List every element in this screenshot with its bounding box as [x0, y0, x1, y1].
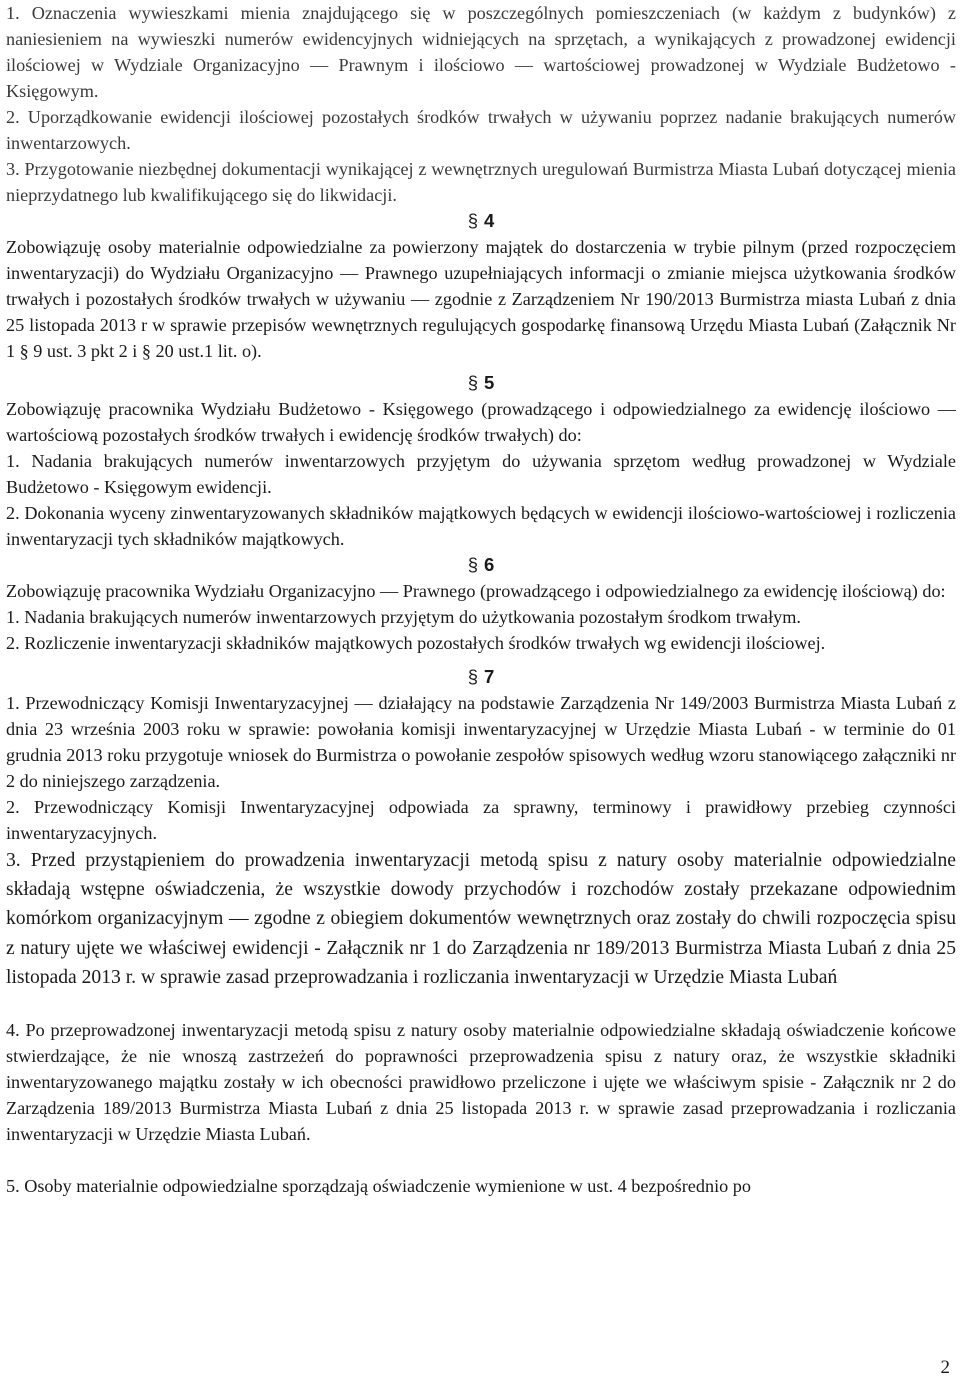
section-6-item-1: 1. Nadania brakujących numerów inwentarzowych przyjętym do użytkowania pozostałym środkom trwałym. [6, 607, 801, 627]
section-6-item-2: 2. Rozliczenie inwentaryzacji składników majątkowych pozostałych środków trwałych wg ewidencji ilościowej. [6, 633, 826, 653]
section-5-heading [6, 370, 956, 396]
section-7-item-3: 3. Przed przystąpieniem do prowadzenia inwentaryzacji metodą spisu z natury osoby materialnie odpowiedzialne składają wstępne oświadczenia, że wszystkie dowody przychodów i rozchodów zostały przekazane odpowiednim komórkom organizacyjnym ― zgodne z obiegiem dokumentów wewnętrznych oraz zostały do chwili rozpoczęcia spisu z natury ujęte we właściwej ewidencji - Załącznik nr 1 do Zarządzenia nr 189/2013 Burmistrza Miasta Lubań z dnia 25 listopada 2013 r. w sprawie zasad przeprowadzania i rozliczania inwentaryzacji w Urzędzie Miasta Lubań [6, 850, 956, 988]
page-number: 2 [940, 1357, 950, 1378]
section-7-item-1: 1. Przewodniczący Komisji Inwentaryzacyjnej ― działający na podstawie Zarządzenia Nr 149/2003 Burmistrza Miasta Lubań z dnia 23 września 2003 roku w sprawie: powołania komisji inwentaryzacyjnej w Urzędzie Miasta Lubań - w terminie do 01 grudnia 2013 roku przygotuje wniosek do Burmistrza o powołanie zespołów spisowych według wzoru stanowiącego załączniki nr 2 do niniejszego zarządzenia. [6, 693, 956, 791]
section-number: 6 [484, 554, 495, 575]
section-4-heading [6, 208, 956, 234]
section-symbol: § [467, 372, 478, 393]
document-page [6, 0, 956, 1199]
section-7-item-2: 2. Przewodniczący Komisji Inwentaryzacyjnej odpowiada za sprawny, terminowy i prawidłowy przebieg czynności inwentaryzacyjnych. [6, 797, 956, 843]
section-7-item-4: 4. Po przeprowadzonej inwentaryzacji metodą spisu z natury osoby materialnie odpowiedzialne składają oświadczenie końcowe stwierdzające, że nie wnoszą zastrzeżeń do poprawności przeprowadzenia spisu z natury oraz, że wszystkie składniki inwentaryzowanego majątku zostały w ich obecności prawidłowo przeliczone i ujęte we właściwym spisie - Załącznik nr 2 do Zarządzenia 189/2013 Burmistrza Miasta Lubań z dnia 25 listopada 2013 r. w sprawie zasad przeprowadzania i rozliczania inwentaryzacji w Urzędzie Miasta Lubań. [6, 1020, 956, 1145]
section-7-heading [6, 664, 956, 690]
intro-item-1: 1. Oznaczenia wywieszkami mienia znajdującego się w poszczególnych pomieszczeniach (w każdym z budynków) z naniesieniem na wywieszki numerów ewidencyjnych widniejących na sprzętach, a wynikających z prowadzonej ewidencji ilościowej w Wydziale Organizacyjno ― Prawnym i ilościowo ― wartościowej prowadzonej w Wydziale Budżetowo - Księgowym. [6, 3, 956, 101]
section-6-intro: Zobowiązuję pracownika Wydziału Organizacyjno ― Prawnego (prowadzącego i odpowiedzialnego za ewidencję ilościową) do: [6, 581, 946, 601]
section-4-text: Zobowiązuję osoby materialnie odpowiedzialne za powierzony majątek do dostarczenia w trybie pilnym (przed rozpoczęciem inwentaryzacji) do Wydziału Organizacyjno ― Prawnego uzupełniających informacji o zmianie miejsca użytkowania środków trwałych i pozostałych środków trwałych w używaniu ― zgodnie z Zarządzeniem Nr 190/2013 Burmistrza miasta Lubań z dnia 25 listopada 2013 r w sprawie przepisów wewnętrznych regulujących gospodarkę finansową Urzędu Miasta Lubań (Załącznik Nr 1 § 9 ust. 3 pkt 2 i § 20 ust.1 lit. o). [6, 237, 956, 361]
section-symbol: § [467, 666, 478, 687]
section-5-item-1: 1. Nadania brakujących numerów inwentarzowych przyjętym do używania sprzętom według prowadzonej w Wydziale Budżetowo - Księgowym ewidencji. [6, 451, 956, 497]
section-symbol: § [467, 554, 478, 575]
section-7-item-5: 5. Osoby materialnie odpowiedzialne sporządzają oświadczenie wymienione w ust. 4 bezpośrednio po [6, 1176, 751, 1197]
section-5-item-2: 2. Dokonania wyceny zinwentaryzowanych składników majątkowych będących w ewidencji ilościowo-wartościowej i rozliczenia inwentaryzacji tych składników majątkowych. [6, 503, 956, 549]
section-number: 5 [484, 372, 495, 393]
intro-item-3: 3. Przygotowanie niezbędnej dokumentacji wynikającej z wewnętrznych uregulowań Burmistrza Miasta Lubań dotyczącej mienia nieprzydatnego lub kwalifikującego się do likwidacji. [6, 159, 956, 205]
section-number: 4 [484, 210, 495, 231]
section-6-heading [6, 552, 956, 578]
intro-item-2: 2. Uporządkowanie ewidencji ilościowej pozostałych środków trwałych w używaniu poprzez nadanie brakujących numerów inwentarzowych. [6, 107, 956, 153]
section-number: 7 [484, 666, 495, 687]
section-symbol: § [467, 210, 478, 231]
section-5-intro: Zobowiązuję pracownika Wydziału Budżetowo - Księgowego (prowadzącego i odpowiedzialnego za ewidencję ilościowo ― wartościową pozostałych środków trwałych i ewidencję środków trwałych) do: [6, 399, 956, 445]
